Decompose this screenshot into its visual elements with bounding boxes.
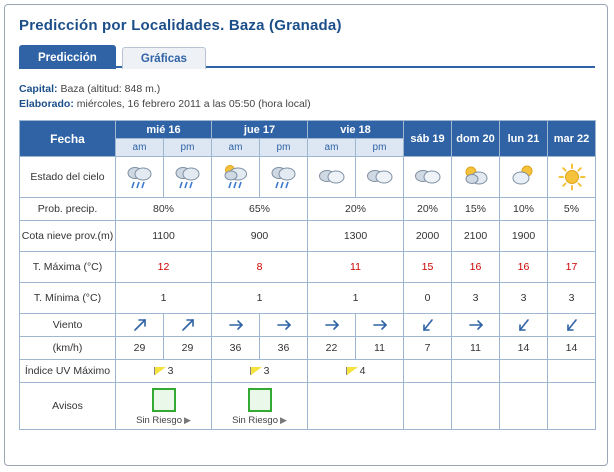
table-header-row-days [20,121,596,139]
uv-jue17 [212,360,308,383]
arrow-northeast-icon [164,316,211,334]
uv-mie16 [116,360,212,383]
uv-value-1: 3 [263,365,270,377]
rain-shower-icon [260,162,307,192]
aviso-cell-jue17[interactable] [212,383,308,430]
header-day-mar22: mar 22 [548,121,596,157]
windspeed-7: 11 [452,337,500,360]
uv-value-2: 4 [359,365,366,377]
cloudy-icon [308,162,355,192]
tmax-mie16: 12 [116,252,212,283]
header-vie18-am: am [308,139,356,157]
arrow-southwest-icon [548,316,595,334]
snow-mie16: 1100 [116,221,212,252]
table-row-wind [20,314,596,337]
table-row-sky [20,157,596,198]
row-label-windspeed: (km/h) [20,337,116,360]
aviso-cell-lun21 [500,383,548,430]
aviso-cell-vie18 [308,383,404,430]
header-day-dom20: dom 20 [452,121,500,157]
table-row-precip [20,198,596,221]
capital-line [19,82,607,97]
wind-arrow-1 [164,314,212,337]
sky-icon-cell-1 [164,157,212,198]
tmin-mar22: 3 [548,283,596,314]
header-mie16-pm: pm [164,139,212,157]
row-label-sky: Estado del cielo [20,157,116,198]
sky-icon-cell-2 [212,157,260,198]
aviso-cell-dom20 [452,383,500,430]
wind-arrow-4 [308,314,356,337]
tab-bar [19,44,595,68]
sun-cloud-icon [500,162,547,192]
windspeed-2: 36 [212,337,260,360]
tmax-mar22: 17 [548,252,596,283]
windspeed-5: 11 [356,337,404,360]
row-label-avisos: Avisos [20,383,116,430]
snow-sab19: 2000 [404,221,452,252]
uv-dom20 [452,360,500,383]
snow-jue17: 900 [212,221,308,252]
wind-arrow-5 [356,314,404,337]
page-title: Predicción por Localidades. Baza (Granada) [19,17,342,34]
row-label-wind: Viento [20,314,116,337]
rain-shower-icon [116,162,163,192]
header-mie16-am: am [116,139,164,157]
windspeed-6: 7 [404,337,452,360]
capital-label: Capital: [19,83,58,95]
uv-value-0: 3 [167,365,174,377]
windspeed-9: 14 [548,337,596,360]
wind-arrow-2 [212,314,260,337]
arrow-northeast-icon [116,316,163,334]
wind-arrow-3 [260,314,308,337]
aviso-cell-mar22 [548,383,596,430]
windspeed-8: 14 [500,337,548,360]
uv-lun21 [500,360,548,383]
aviso-green-box-icon [152,388,176,412]
snow-mar22 [548,221,596,252]
tmin-sab19: 0 [404,283,452,314]
tmin-vie18: 1 [308,283,404,314]
tab-prediccion-label: Predicción [38,52,97,64]
rain-shower-icon [164,162,211,192]
aviso-label-0: Sin Riesgo [136,415,183,426]
snow-lun21: 1900 [500,221,548,252]
uv-flag-icon [346,367,358,375]
wind-arrow-9 [548,314,596,337]
sky-icon-cell-6 [404,157,452,198]
tmin-mie16: 1 [116,283,212,314]
arrow-east-icon [260,316,307,334]
aviso-cell-mie16[interactable] [116,383,212,430]
aviso-green-box-icon [248,388,272,412]
tmax-lun21: 16 [500,252,548,283]
uv-sab19 [404,360,452,383]
sky-icon-cell-7 [452,157,500,198]
sky-icon-cell-9 [548,157,596,198]
tmin-jue17: 1 [212,283,308,314]
arrow-southwest-icon [404,316,451,334]
uv-value-wrap-1 [250,365,270,377]
tmax-dom20: 16 [452,252,500,283]
arrow-southwest-icon [500,316,547,334]
wind-arrow-0 [116,314,164,337]
sky-icon-cell-5 [356,157,404,198]
wind-arrow-7 [452,314,500,337]
table-row-tmin [20,283,596,314]
forecast-table [19,120,596,430]
table-row-tmax [20,252,596,283]
row-label-snow: Cota nieve prov.(m) [20,221,116,252]
table-row-windspeed [20,337,596,360]
tmax-vie18: 11 [308,252,404,283]
elaborado-label: Elaborado: [19,98,74,110]
header-day-lun21: lun 21 [500,121,548,157]
arrow-east-icon [356,316,403,334]
precip-dom20: 15% [452,198,500,221]
sun-icon [548,162,595,192]
precip-sab19: 20% [404,198,452,221]
capital-value: Baza (altitud: 848 m.) [60,83,161,95]
sky-icon-cell-3 [260,157,308,198]
forecast-metadata [19,82,607,112]
tab-graficas-label: Gráficas [140,53,187,65]
sky-icon-cell-8 [500,157,548,198]
uv-flag-icon [154,367,166,375]
table-row-uv [20,360,596,383]
uv-flag-icon [250,367,262,375]
uv-vie18 [308,360,404,383]
precip-vie18: 20% [308,198,404,221]
browser-window [4,4,608,466]
sky-icon-cell-4 [308,157,356,198]
snow-dom20: 2100 [452,221,500,252]
table-row-snow [20,221,596,252]
header-day-mie16: mié 16 [116,121,212,139]
header-fecha: Fecha [20,121,116,157]
windspeed-0: 29 [116,337,164,360]
cloudy-icon [356,162,403,192]
elaborado-value: miércoles, 16 febrero 2011 a las 05:50 (hora local) [76,98,311,110]
uv-value-wrap-2 [346,365,366,377]
cloudy-icon [404,162,451,192]
table-row-avisos [20,383,596,430]
wind-arrow-8 [500,314,548,337]
precip-mar22: 5% [548,198,596,221]
windspeed-4: 22 [308,337,356,360]
aviso-cell-sab19 [404,383,452,430]
header-day-jue17: jue 17 [212,121,308,139]
windspeed-1: 29 [164,337,212,360]
sky-icon-cell-0 [116,157,164,198]
wind-arrow-6 [404,314,452,337]
sun-cloud-rain-icon [212,162,259,192]
arrow-east-icon [308,316,355,334]
header-day-vie18: vie 18 [308,121,404,139]
tab-prediccion[interactable] [19,45,116,69]
elaborado-line [19,97,607,112]
uv-value-wrap-0 [154,365,174,377]
sun-cloud-icon [452,162,499,192]
header-jue17-pm: pm [260,139,308,157]
arrow-east-icon [212,316,259,334]
aviso-arrow-icon[interactable]: ▶ [280,415,287,425]
header-vie18-pm: pm [356,139,404,157]
tab-graficas[interactable] [122,47,206,69]
arrow-east-icon [452,316,499,334]
tmax-jue17: 8 [212,252,308,283]
row-label-tmin: T. Mínima (°C) [20,283,116,314]
precip-lun21: 10% [500,198,548,221]
snow-vie18: 1300 [308,221,404,252]
aviso-label-1: Sin Riesgo [232,415,279,426]
tmin-lun21: 3 [500,283,548,314]
uv-mar22 [548,360,596,383]
row-label-uv: Índice UV Máximo [20,360,116,383]
tmax-sab19: 15 [404,252,452,283]
tmin-dom20: 3 [452,283,500,314]
row-label-precip: Prob. precip. [20,198,116,221]
header-jue17-am: am [212,139,260,157]
precip-mie16: 80% [116,198,212,221]
precip-jue17: 65% [212,198,308,221]
windspeed-3: 36 [260,337,308,360]
aviso-arrow-icon[interactable]: ▶ [184,415,191,425]
header-day-sab19: sáb 19 [404,121,452,157]
row-label-tmax: T. Máxima (°C) [20,252,116,283]
